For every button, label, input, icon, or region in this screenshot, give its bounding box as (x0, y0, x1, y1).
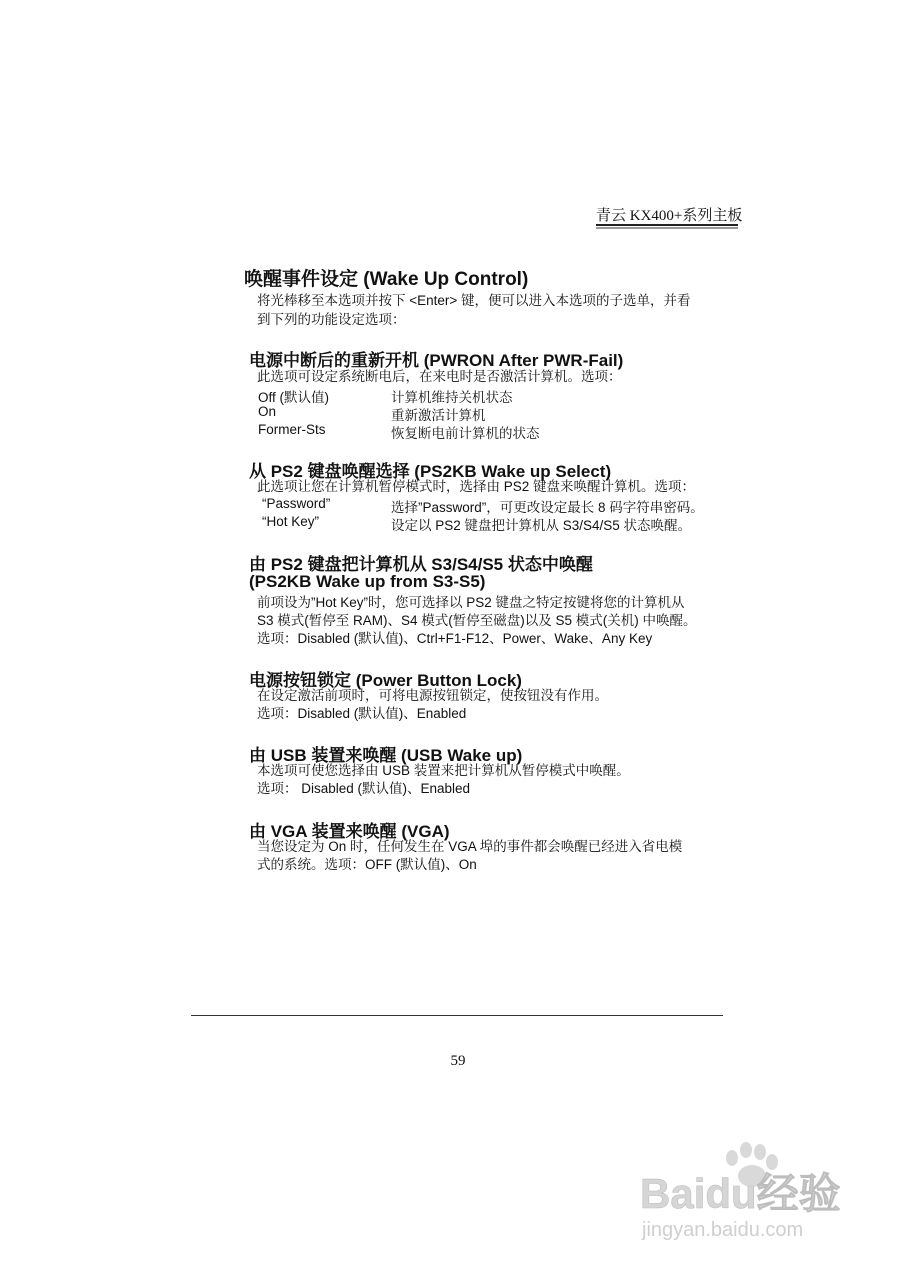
option-desc: 选择”Password”，可更改设定最长 8 码字符串密码。 (391, 500, 704, 515)
page-number: 59 (450, 1053, 466, 1069)
page-header-title: 青云 KX400+系列主板 (596, 208, 743, 224)
section-text: 在设定激活前项时，可将电源按钮锁定，使按钮没有作用。 (257, 688, 608, 703)
section-text: 到下列的功能设定选项： (257, 312, 406, 327)
option-name: On (258, 404, 277, 419)
option-desc: 计算机维持关机状态 (391, 390, 513, 405)
option-name: Former-Sts (258, 422, 326, 437)
section-title-ps2kb-select: 从 PS2 键盘唤醒选择 (PS2KB Wake up Select) (249, 462, 612, 481)
option-desc: 重新激活计算机 (391, 408, 486, 423)
watermark-url: jingyan.baidu.com (642, 1219, 804, 1241)
option-name: Off (默认值) (258, 390, 330, 405)
section-title-vga: 由 VGA 装置来唤醒 (VGA) (249, 822, 450, 841)
section-text: S3 模式(暂停至 RAM)、S4 模式(暂停至磁盘)以及 S5 模式(关机) 中唤醒。 (257, 613, 697, 628)
section-text: 此选项让您在计算机暂停模式时，选择由 PS2 键盘来唤醒计算机。选项： (257, 479, 696, 494)
section-text: 将光棒移至本选项并按下 <Enter> 键，便可以进入本选项的子选单，并看 (257, 293, 691, 308)
baidu-jingyan-watermark (636, 1136, 886, 1246)
section-text: 前项设为”Hot Key”时，您可选择以 PS2 键盘之特定按键将您的计算机从 (257, 595, 685, 610)
header-rule (596, 224, 738, 226)
option-desc: 设定以 PS2 键盘把计算机从 S3/S4/S5 状态唤醒。 (391, 518, 692, 533)
section-text: 选项：Disabled (默认值)、Ctrl+F1-F12、Power、Wake、Any Key (257, 631, 653, 646)
section-text: 式的系统。选项：OFF (默认值)、On (257, 857, 477, 872)
section-text: 选项：Disabled (默认值)、Enabled (257, 706, 467, 721)
section-title-power-button-lock: 电源按钮锁定 (Power Button Lock) (249, 671, 522, 690)
section-text: 选项： Disabled (默认值)、Enabled (257, 781, 471, 796)
section-text: 当您设定为 On 时，任何发生在 VGA 埠的事件都会唤醒已经进入省电模 (257, 839, 683, 854)
footer-rule (191, 1015, 723, 1016)
section-title-pwron: 电源中断后的重新开机 (PWRON After PWR-Fail) (249, 351, 624, 370)
section-title-s3s5-line2: (PS2KB Wake up from S3-S5) (249, 572, 486, 591)
section-title-wake-up-control: 唤醒事件设定 (Wake Up Control) (244, 269, 529, 290)
watermark-brand: Baidu经验 (640, 1170, 841, 1217)
section-text: 本选项可使您选择由 USB 装置来把计算机从暂停模式中唤醒。 (257, 763, 630, 778)
option-desc: 恢复断电前计算机的状态 (391, 426, 540, 441)
section-text: 此选项可设定系统断电后，在来电时是否激活计算机。选项： (257, 369, 622, 384)
option-name: “Password” (262, 496, 331, 511)
option-name: “Hot Key” (262, 514, 320, 529)
section-title-s3s5-line1: 由 PS2 键盘把计算机从 S3/S4/S5 状态中唤醒 (249, 555, 593, 574)
section-title-usb-wake-up: 由 USB 装置来唤醒 (USB Wake up) (249, 746, 523, 765)
